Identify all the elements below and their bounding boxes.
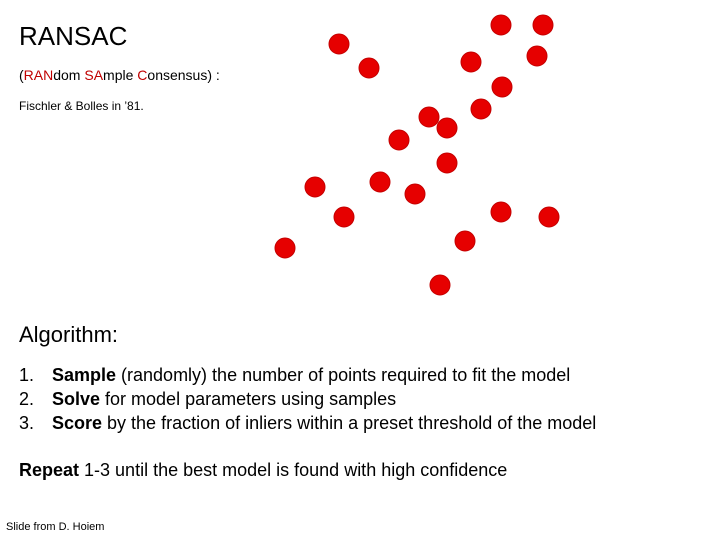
data-point <box>305 177 325 197</box>
step-text: for model parameters using samples <box>100 389 397 409</box>
subtitle-dom: dom <box>53 67 85 83</box>
subtitle-onsensus: onsensus) : <box>147 67 220 83</box>
subtitle-mple: mple <box>103 67 138 83</box>
step-text: (randomly) the number of points required to fit the model <box>116 365 571 385</box>
repeat-instruction <box>19 458 507 482</box>
step-3 <box>19 411 596 435</box>
data-point <box>437 118 457 138</box>
data-point <box>471 99 491 119</box>
citation: Fischler & Bolles in ’81. <box>19 99 144 113</box>
data-point <box>370 172 390 192</box>
acronym-c: C <box>137 67 148 83</box>
data-point <box>527 46 547 66</box>
subtitle-open: ( <box>19 67 24 83</box>
data-point <box>533 15 553 35</box>
step-keyword: Score <box>52 413 103 433</box>
acronym-ran: RAN <box>23 67 54 83</box>
data-point <box>275 238 295 258</box>
data-point <box>329 34 349 54</box>
acronym-sa: SA <box>84 67 104 83</box>
algorithm-steps <box>19 363 596 435</box>
data-point <box>455 231 475 251</box>
data-point <box>359 58 379 78</box>
data-point <box>389 130 409 150</box>
slide-credit: Slide from D. Hoiem <box>6 521 105 533</box>
data-point <box>405 184 425 204</box>
step-keyword: Solve <box>52 389 101 409</box>
repeat-text: 1-3 until the best model is found with high confidence <box>79 460 508 480</box>
step-keyword: Sample <box>52 365 117 385</box>
data-point <box>430 275 450 295</box>
step-2 <box>19 387 596 411</box>
repeat-keyword: Repeat <box>19 460 80 480</box>
step-number: 3. <box>19 413 35 433</box>
step-number: 2. <box>19 389 35 409</box>
step-text: by the fraction of inliers within a preset threshold of the model <box>102 413 597 433</box>
data-point <box>491 15 511 35</box>
data-point <box>492 77 512 97</box>
slide-title: RANSAC <box>19 21 128 51</box>
data-point <box>539 207 559 227</box>
data-point <box>437 153 457 173</box>
algorithm-heading: Algorithm: <box>19 322 119 347</box>
step-1 <box>19 363 596 387</box>
data-point <box>334 207 354 227</box>
data-point <box>419 107 439 127</box>
step-number: 1. <box>19 365 35 385</box>
data-point <box>491 202 511 222</box>
data-point <box>461 52 481 72</box>
